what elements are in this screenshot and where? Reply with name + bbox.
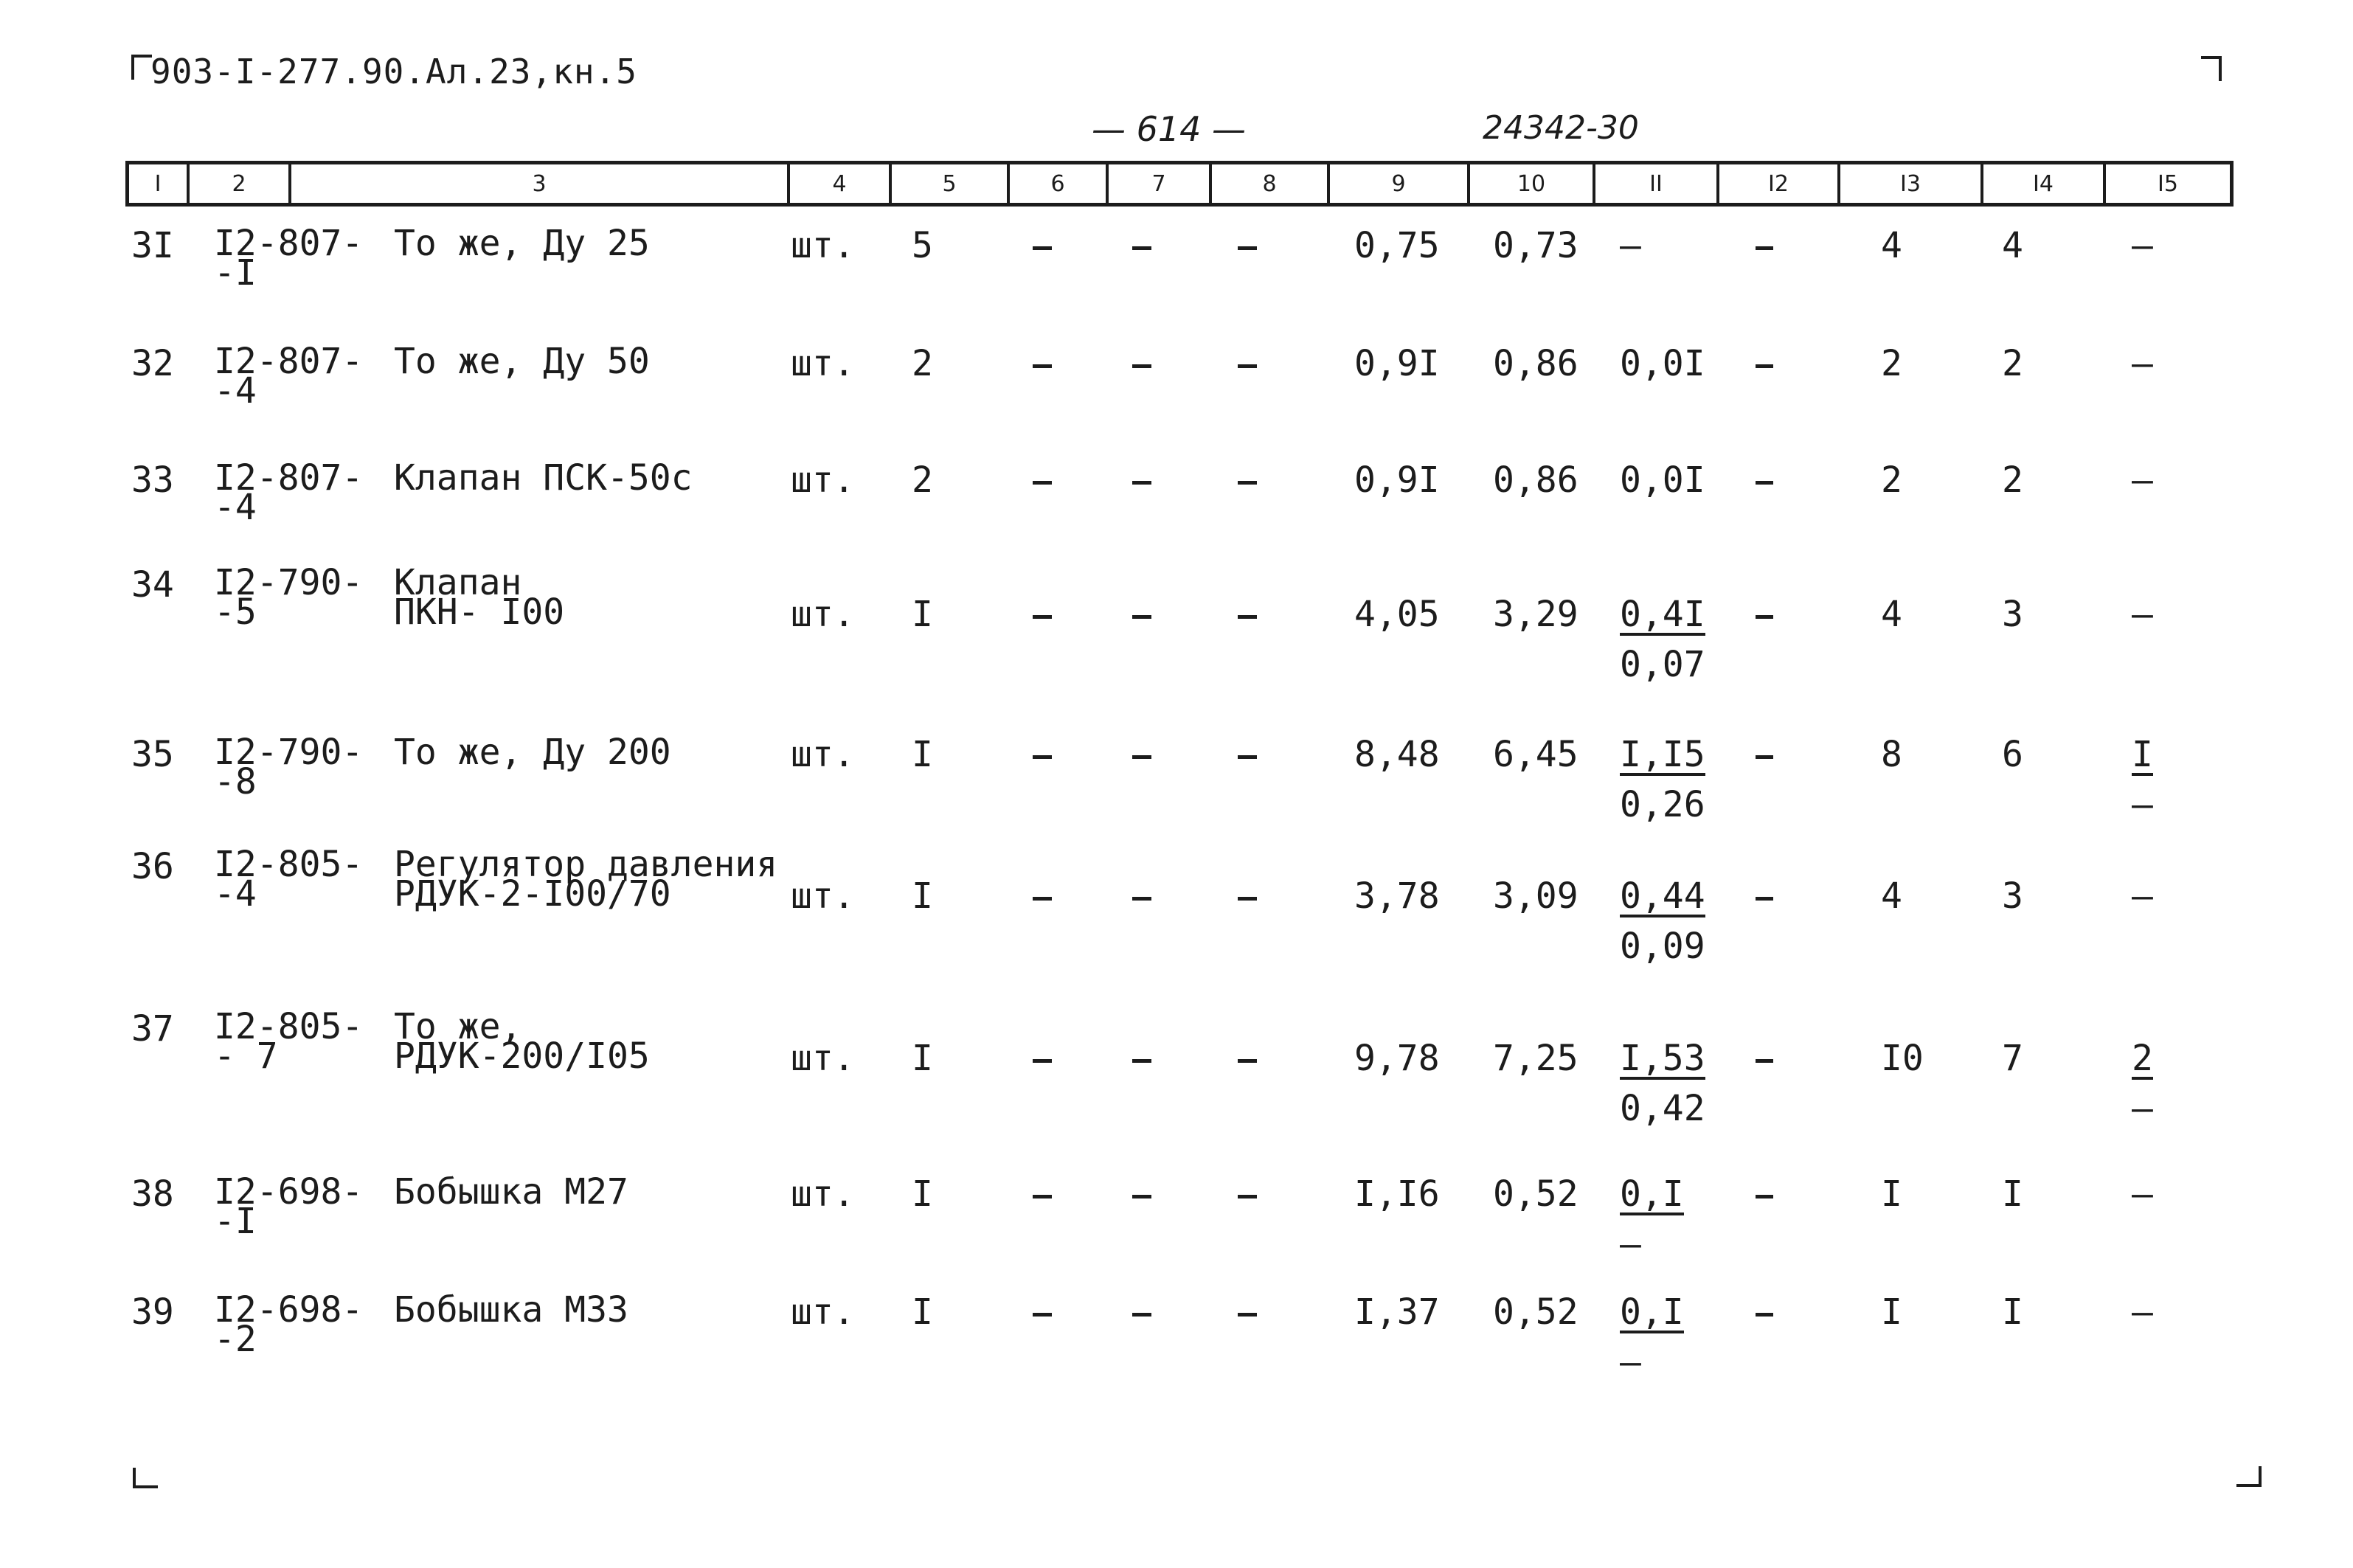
item-code-line: -I bbox=[214, 252, 257, 294]
item-name-line: РДУК-2-I00/70 bbox=[394, 873, 671, 915]
col13-cell: I0 bbox=[1881, 1038, 1924, 1079]
col5-cell: I bbox=[912, 594, 933, 635]
item-code bbox=[214, 732, 364, 802]
col5-cell: I bbox=[912, 734, 933, 775]
document-id: 24342-30 bbox=[1483, 109, 1639, 147]
item-code-line: I2-790- bbox=[214, 562, 364, 603]
col11-cell-value: 0,0I bbox=[1620, 343, 1705, 384]
row-number: 37 bbox=[131, 1008, 174, 1050]
item-name-line: То же, Ду 200 bbox=[394, 732, 671, 773]
col15-cell bbox=[2132, 225, 2153, 266]
unit-cell: шт. bbox=[791, 594, 855, 635]
item-name bbox=[394, 844, 778, 915]
col11-cell bbox=[1620, 1291, 1684, 1383]
unit-cell: шт. bbox=[791, 459, 855, 501]
col11-cell bbox=[1620, 875, 1705, 967]
col10-cell: 0,73 bbox=[1493, 225, 1579, 266]
column-header: 5 bbox=[892, 164, 1010, 203]
col14-cell: I bbox=[2002, 1291, 2023, 1333]
column-header: I5 bbox=[2158, 170, 2178, 197]
col11-cell-denominator: – bbox=[1620, 1342, 1641, 1383]
col10-cell: 0,86 bbox=[1493, 459, 1579, 501]
col14-cell: I bbox=[2002, 1173, 2023, 1215]
col11-cell-value: – bbox=[1620, 225, 1641, 266]
item-name-line: Клапан bbox=[394, 562, 522, 603]
empty-cell-dash bbox=[1238, 755, 1257, 759]
col14-cell: 4 bbox=[2002, 225, 2023, 266]
item-name bbox=[394, 1289, 628, 1331]
col12-dash bbox=[1756, 1059, 1773, 1063]
unit-cell: шт. bbox=[791, 1173, 855, 1215]
item-name bbox=[394, 457, 693, 499]
item-code-line: -4 bbox=[214, 370, 257, 412]
col11-cell-denominator: – bbox=[1620, 1224, 1641, 1265]
empty-cell-dash bbox=[1132, 1195, 1151, 1198]
empty-cell-dash bbox=[1033, 481, 1052, 485]
page-number: — 614 — bbox=[1092, 109, 1247, 149]
col10-cell: 0,52 bbox=[1493, 1173, 1579, 1215]
item-name-line: ПКН- I00 bbox=[394, 592, 565, 633]
empty-cell-dash bbox=[1238, 1195, 1257, 1198]
empty-cell-dash bbox=[1132, 615, 1151, 619]
item-name-line: Клапан ПСК-50с bbox=[394, 457, 693, 499]
col10-cell: 0,52 bbox=[1493, 1291, 1579, 1333]
col11-cell-value: 0,44 bbox=[1620, 875, 1705, 917]
col13-cell: 2 bbox=[1881, 459, 1902, 501]
col12-dash bbox=[1756, 246, 1773, 250]
col10-cell: 6,45 bbox=[1493, 734, 1579, 775]
item-name-line: То же, Ду 25 bbox=[394, 223, 650, 264]
col5-cell: I bbox=[912, 1173, 933, 1215]
item-code-line: I2-807- bbox=[214, 223, 364, 264]
col5-cell: I bbox=[912, 875, 933, 917]
col15-cell-value: – bbox=[2132, 459, 2153, 501]
item-code-line: I2-790- bbox=[214, 732, 364, 773]
col13-cell: 2 bbox=[1881, 343, 1902, 384]
col13-cell: I bbox=[1881, 1291, 1902, 1333]
col11-cell-denominator: 0,26 bbox=[1620, 784, 1705, 825]
row-number: 32 bbox=[131, 343, 174, 384]
row-number: 35 bbox=[131, 734, 174, 775]
col14-cell: 7 bbox=[2002, 1038, 2023, 1079]
col12-dash bbox=[1756, 615, 1773, 619]
item-name bbox=[394, 1006, 650, 1077]
row-number: 3I bbox=[131, 225, 174, 266]
col15-cell bbox=[2132, 459, 2153, 501]
unit-cell: шт. bbox=[791, 1291, 855, 1333]
empty-cell-dash bbox=[1033, 1059, 1052, 1063]
empty-cell-dash bbox=[1132, 246, 1151, 250]
unit-cell: шт. bbox=[791, 343, 855, 384]
col5-cell: 2 bbox=[912, 459, 933, 501]
col15-cell-value: – bbox=[2132, 594, 2153, 635]
col14-cell: 3 bbox=[2002, 594, 2023, 635]
col15-cell-value: I bbox=[2132, 734, 2153, 775]
empty-cell-dash bbox=[1033, 1195, 1052, 1198]
item-code-line: I2-698- bbox=[214, 1289, 364, 1331]
column-header: 6 bbox=[1010, 164, 1109, 203]
unit-cell: шт. bbox=[791, 225, 855, 266]
col11-cell-value: 0,4I bbox=[1620, 594, 1705, 635]
col9-cell: I,37 bbox=[1354, 1291, 1440, 1333]
column-header-row bbox=[125, 161, 2234, 207]
col12-dash bbox=[1756, 1313, 1773, 1317]
column-header: I3 bbox=[1840, 164, 1983, 203]
column-header: 7 bbox=[1109, 164, 1212, 203]
col5-cell: I bbox=[912, 1291, 933, 1333]
col14-cell: 3 bbox=[2002, 875, 2023, 917]
empty-cell-dash bbox=[1238, 1313, 1257, 1317]
item-code-line: I2-805- bbox=[214, 844, 364, 885]
item-name-line: Регулятор давления bbox=[394, 844, 778, 885]
empty-cell-dash bbox=[1132, 897, 1151, 901]
col9-cell: 0,75 bbox=[1354, 225, 1440, 266]
col11-cell-value: I,I5 bbox=[1620, 734, 1705, 775]
item-code-line: I2-807- bbox=[214, 457, 364, 499]
empty-cell-dash bbox=[1033, 1313, 1052, 1317]
item-code-line: I2-698- bbox=[214, 1171, 364, 1213]
item-code bbox=[214, 341, 364, 412]
item-code bbox=[214, 457, 364, 528]
col15-cell-value: – bbox=[2132, 1291, 2153, 1333]
col15-cell bbox=[2132, 1173, 2153, 1215]
col10-cell: 0,86 bbox=[1493, 343, 1579, 384]
col11-cell-denominator: 0,42 bbox=[1620, 1088, 1705, 1129]
corner-mark-bottom-left bbox=[133, 1468, 158, 1488]
col11-cell bbox=[1620, 1038, 1705, 1129]
document-code: 903-I-277.90.Ал.23,кн.5 bbox=[150, 52, 637, 91]
item-code-line: -2 bbox=[214, 1319, 257, 1360]
empty-cell-dash bbox=[1238, 481, 1257, 485]
col14-cell: 2 bbox=[2002, 459, 2023, 501]
item-name bbox=[394, 562, 565, 633]
item-code-line: - 7 bbox=[214, 1035, 278, 1077]
col12-dash bbox=[1756, 1195, 1773, 1198]
col9-cell: 8,48 bbox=[1354, 734, 1440, 775]
col9-cell: 4,05 bbox=[1354, 594, 1440, 635]
col13-cell: 4 bbox=[1881, 875, 1902, 917]
column-header: I4 bbox=[1983, 164, 2106, 203]
item-name bbox=[394, 732, 671, 773]
col11-cell-denominator: 0,09 bbox=[1620, 926, 1705, 967]
empty-cell-dash bbox=[1238, 246, 1257, 250]
col11-cell-value: 0,I bbox=[1620, 1173, 1684, 1215]
col12-dash bbox=[1756, 481, 1773, 485]
col13-cell: I bbox=[1881, 1173, 1902, 1215]
col12-dash bbox=[1756, 897, 1773, 901]
col9-cell: 0,9I bbox=[1354, 343, 1440, 384]
col11-cell-denominator: 0,07 bbox=[1620, 644, 1705, 685]
item-code-line: -I bbox=[214, 1201, 257, 1242]
item-code-line: I2-805- bbox=[214, 1006, 364, 1047]
row-number: 39 bbox=[131, 1291, 174, 1333]
row-number: 38 bbox=[131, 1173, 174, 1215]
item-code bbox=[214, 1171, 364, 1242]
row-number: 33 bbox=[131, 459, 174, 501]
col5-cell: 2 bbox=[912, 343, 933, 384]
empty-cell-dash bbox=[1238, 615, 1257, 619]
col15-cell bbox=[2132, 734, 2153, 825]
col15-cell bbox=[2132, 594, 2153, 635]
column-header: I bbox=[129, 164, 190, 203]
empty-cell-dash bbox=[1132, 1059, 1151, 1063]
col15-cell-value: – bbox=[2132, 225, 2153, 266]
item-name bbox=[394, 1171, 628, 1213]
item-name-line: То же, Ду 50 bbox=[394, 341, 650, 382]
col15-cell bbox=[2132, 875, 2153, 917]
empty-cell-dash bbox=[1033, 246, 1052, 250]
unit-cell: шт. bbox=[791, 1038, 855, 1079]
empty-cell-dash bbox=[1033, 615, 1052, 619]
col15-cell-denominator: – bbox=[2132, 1088, 2153, 1129]
item-code bbox=[214, 1289, 364, 1360]
column-header: 4 bbox=[790, 164, 892, 203]
col11-cell bbox=[1620, 594, 1705, 685]
empty-cell-dash bbox=[1132, 364, 1151, 368]
empty-cell-dash bbox=[1033, 897, 1052, 901]
col13-cell: 8 bbox=[1881, 734, 1902, 775]
col14-cell: 6 bbox=[2002, 734, 2023, 775]
col11-cell-value: I,53 bbox=[1620, 1038, 1705, 1079]
column-header: 9 bbox=[1330, 164, 1470, 203]
item-code bbox=[214, 844, 364, 915]
column-header: I2 bbox=[1719, 164, 1840, 203]
column-header: 2 bbox=[190, 164, 291, 203]
col13-cell: 4 bbox=[1881, 225, 1902, 266]
col14-cell: 2 bbox=[2002, 343, 2023, 384]
row-number: 34 bbox=[131, 564, 174, 606]
unit-cell: шт. bbox=[791, 875, 855, 917]
item-code-line: -4 bbox=[214, 487, 257, 528]
column-header: 10 bbox=[1470, 164, 1595, 203]
item-code bbox=[214, 1006, 364, 1077]
col11-cell bbox=[1620, 225, 1641, 266]
col10-cell: 3,29 bbox=[1493, 594, 1579, 635]
col15-cell-value: – bbox=[2132, 875, 2153, 917]
item-code-line: I2-807- bbox=[214, 341, 364, 382]
col11-cell-value: 0,0I bbox=[1620, 459, 1705, 501]
col11-cell bbox=[1620, 734, 1705, 825]
empty-cell-dash bbox=[1132, 755, 1151, 759]
col11-cell bbox=[1620, 1173, 1684, 1265]
col15-cell-value: – bbox=[2132, 1173, 2153, 1215]
empty-cell-dash bbox=[1238, 897, 1257, 901]
item-code bbox=[214, 223, 364, 294]
empty-cell-dash bbox=[1132, 1313, 1151, 1317]
item-code bbox=[214, 562, 364, 633]
col9-cell: 0,9I bbox=[1354, 459, 1440, 501]
item-name-line: Бобышка М27 bbox=[394, 1171, 628, 1213]
column-header: II bbox=[1595, 164, 1719, 203]
item-name-line: РДУК-200/I05 bbox=[394, 1035, 650, 1077]
corner-mark-top-left bbox=[131, 55, 152, 80]
item-name-line: То же, bbox=[394, 1006, 522, 1047]
col11-cell-value: 0,I bbox=[1620, 1291, 1684, 1333]
col15-cell-value: – bbox=[2132, 343, 2153, 384]
col11-cell bbox=[1620, 343, 1705, 384]
empty-cell-dash bbox=[1033, 755, 1052, 759]
col11-cell bbox=[1620, 459, 1705, 501]
row-number: 36 bbox=[131, 846, 174, 887]
col5-cell: 5 bbox=[912, 225, 933, 266]
col12-dash bbox=[1756, 364, 1773, 368]
col15-cell bbox=[2132, 1291, 2153, 1333]
empty-cell-dash bbox=[1132, 481, 1151, 485]
corner-mark-top-right bbox=[2201, 56, 2222, 81]
item-name bbox=[394, 223, 650, 264]
empty-cell-dash bbox=[1033, 364, 1052, 368]
col15-cell-denominator: – bbox=[2132, 784, 2153, 825]
item-name-line: Бобышка М33 bbox=[394, 1289, 628, 1331]
col12-dash bbox=[1756, 755, 1773, 759]
column-header: 3 bbox=[291, 164, 790, 203]
col10-cell: 7,25 bbox=[1493, 1038, 1579, 1079]
item-code-line: -4 bbox=[214, 873, 257, 915]
column-header: 8 bbox=[1212, 164, 1330, 203]
col5-cell: I bbox=[912, 1038, 933, 1079]
col9-cell: 9,78 bbox=[1354, 1038, 1440, 1079]
unit-cell: шт. bbox=[791, 734, 855, 775]
item-code-line: -8 bbox=[214, 761, 257, 802]
col15-cell-value: 2 bbox=[2132, 1038, 2153, 1079]
col15-cell bbox=[2132, 343, 2153, 384]
item-name bbox=[394, 341, 650, 382]
col10-cell: 3,09 bbox=[1493, 875, 1579, 917]
col15-cell bbox=[2132, 1038, 2153, 1129]
col9-cell: 3,78 bbox=[1354, 875, 1440, 917]
item-code-line: -5 bbox=[214, 592, 257, 633]
empty-cell-dash bbox=[1238, 1059, 1257, 1063]
corner-mark-bottom-right bbox=[2236, 1466, 2262, 1487]
col13-cell: 4 bbox=[1881, 594, 1902, 635]
empty-cell-dash bbox=[1238, 364, 1257, 368]
col9-cell: I,I6 bbox=[1354, 1173, 1440, 1215]
